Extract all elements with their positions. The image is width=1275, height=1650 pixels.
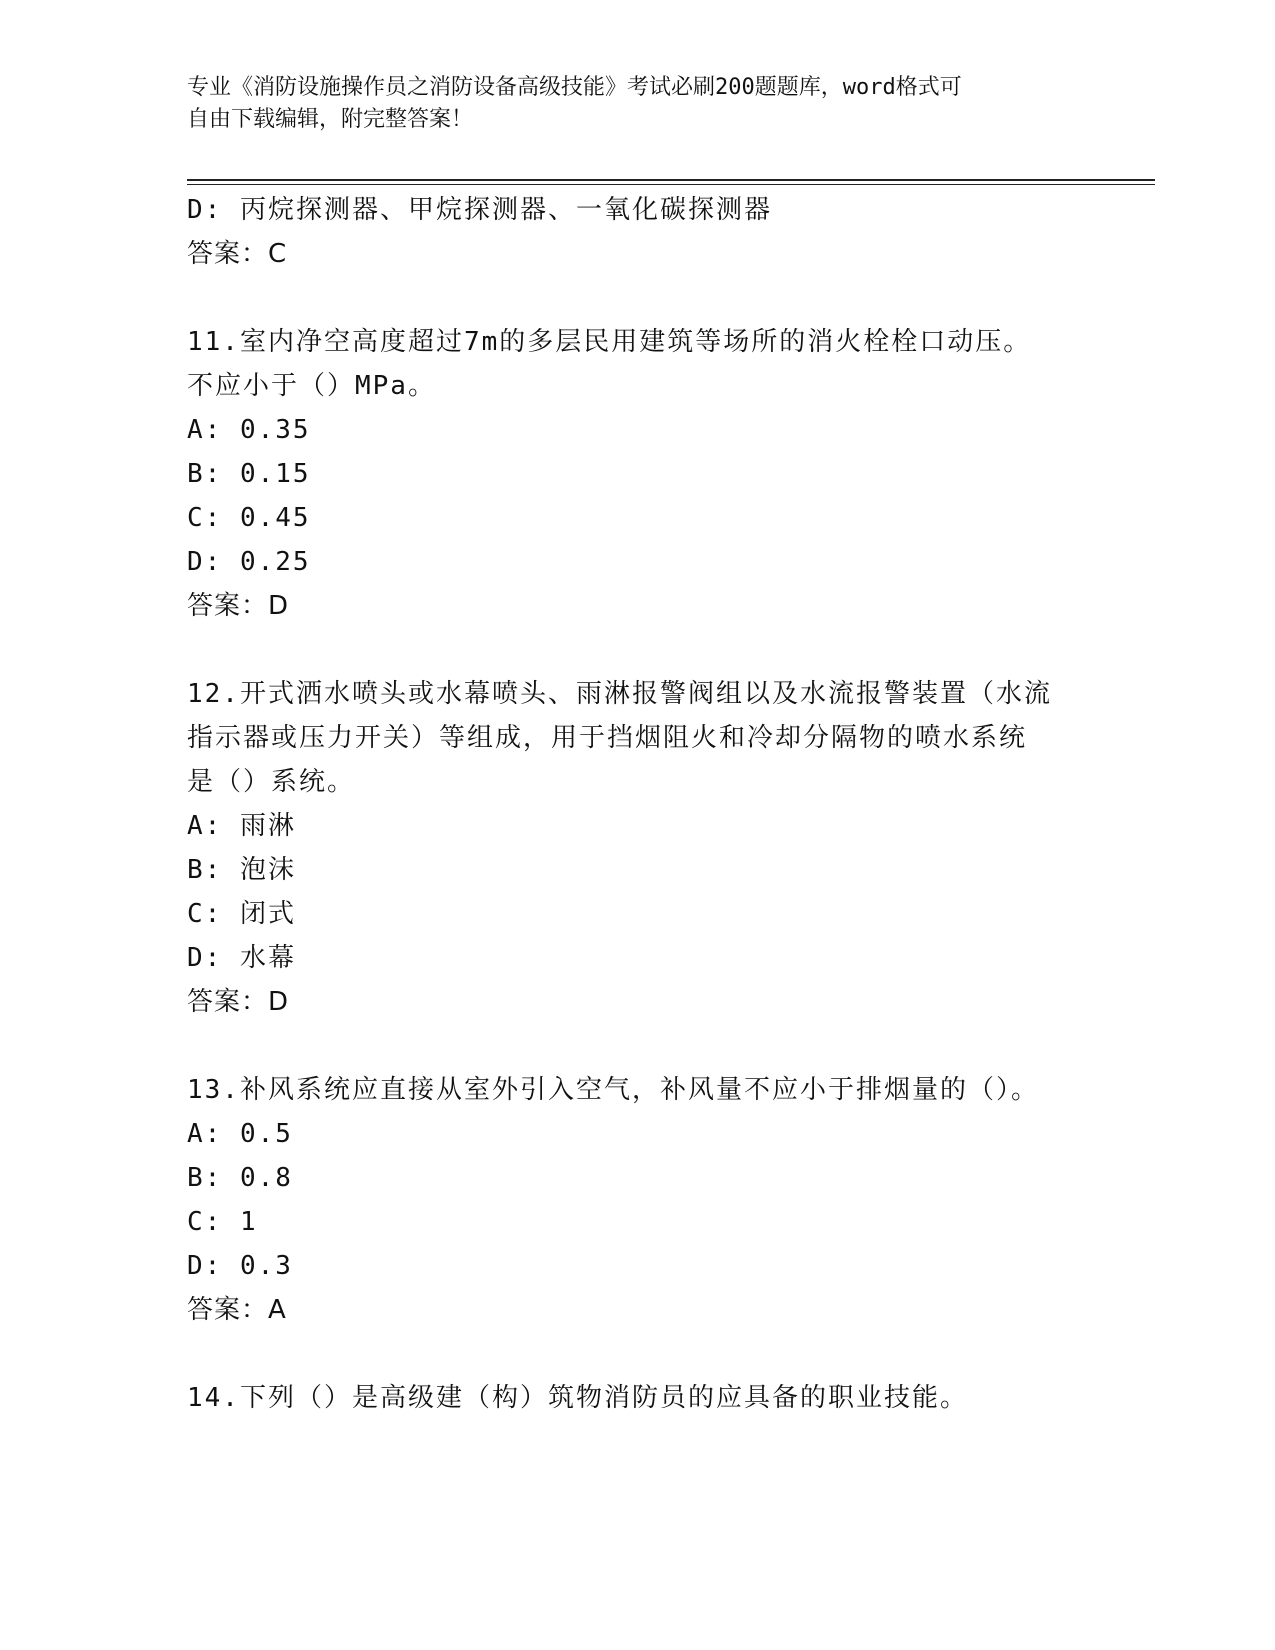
q12-option-b: B: 泡沫 [187,855,296,885]
q13-option-d: D: 0.3 [187,1251,293,1281]
q14-stem-line-1: 14.下列（）是高级建（构）筑物消防员的应具备的职业技能。 [187,1383,968,1413]
q12-option-a: A: 雨淋 [187,811,296,841]
q13-option-b: B: 0.8 [187,1163,293,1193]
q10-answer: 答案：C [187,239,288,269]
q11-option-b: B: 0.15 [187,459,311,489]
q10-option-d: D: 丙烷探测器、甲烷探测器、一氧化碳探测器 [187,195,772,225]
q13-stem-line-1: 13.补风系统应直接从室外引入空气，补风量不应小于排烟量的（）。 [187,1075,1039,1105]
q13-answer: 答案：A [187,1295,287,1325]
q11-stem-line-2: 不应小于（）MPa。 [187,371,436,401]
q11-answer: 答案：D [187,591,290,621]
q12-answer: 答案：D [187,987,290,1017]
q13-option-c: C: 1 [187,1207,258,1237]
q11-option-d: D: 0.25 [187,547,311,577]
q12-stem-line-2: 指示器或压力开关）等组成，用于挡烟阻火和冷却分隔物的喷水系统 [187,723,1028,753]
document-header [187,72,1067,136]
q12-stem-line-3: 是（）系统。 [187,767,356,797]
header-line-1: 专业《消防设施操作员之消防设备高级技能》考试必刷200题题库，word格式可 [187,75,962,100]
header-line-2: 自由下载编辑，附完整答案！ [187,107,474,132]
q11-option-a: A: 0.35 [187,415,311,445]
q13-option-a: A: 0.5 [187,1119,293,1149]
header-rule-thick [187,179,1155,181]
q12-option-d: D: 水幕 [187,943,296,973]
q12-stem-line-1: 12.开式洒水喷头或水幕喷头、雨淋报警阀组以及水流报警装置（水流 [187,679,1052,709]
header-rule-thin [187,184,1155,185]
q12-option-c: C: 闭式 [187,899,296,929]
q11-option-c: C: 0.45 [187,503,311,533]
q11-stem-line-1: 11.室内净空高度超过7m的多层民用建筑等场所的消火栓栓口动压。 [187,327,1032,357]
